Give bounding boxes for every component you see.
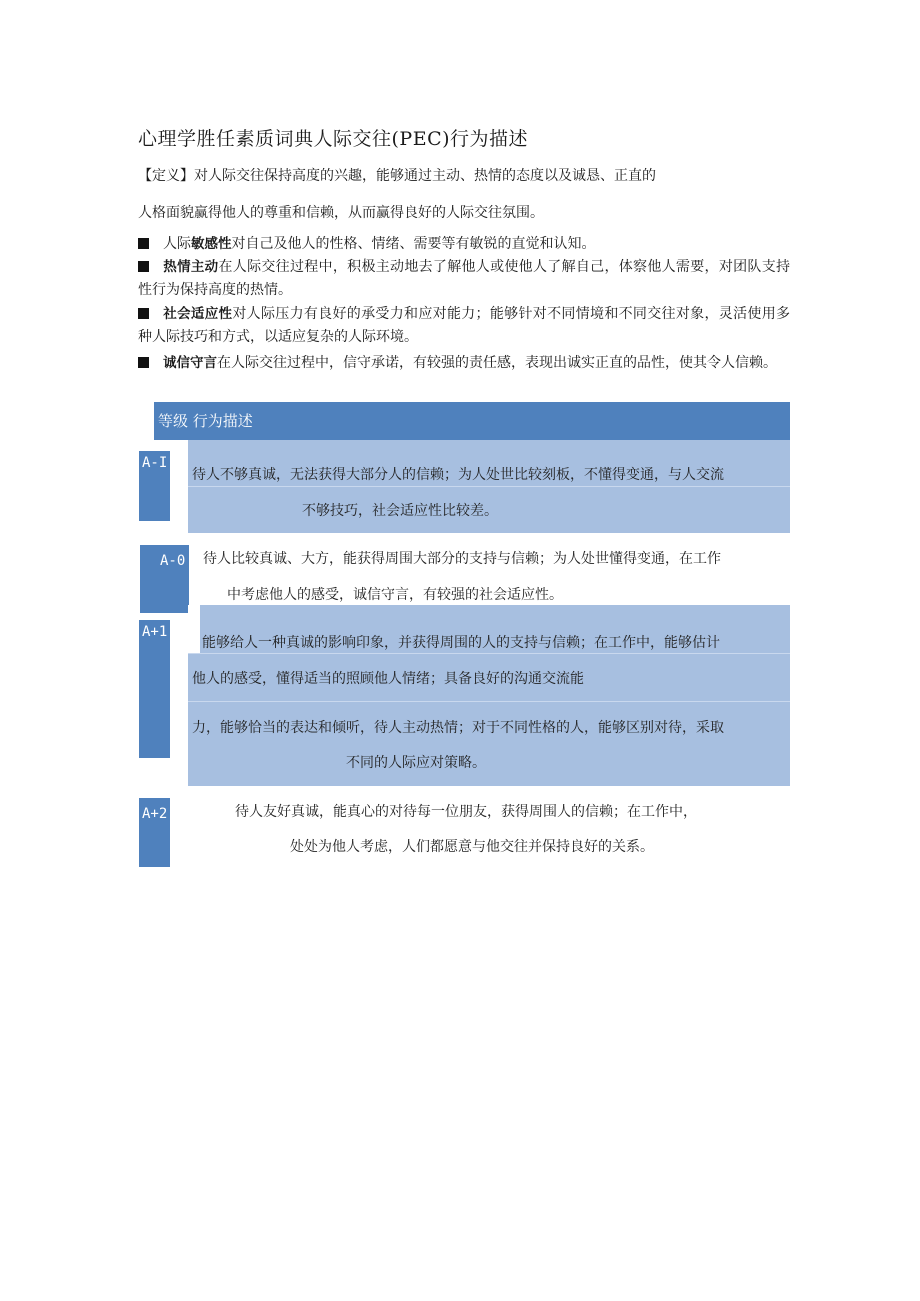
table-header-label: 等级 行为描述 bbox=[158, 412, 253, 430]
row-line: 处处为他人考虑，人们都愿意与他交往并保持良好的关系。 bbox=[290, 839, 654, 855]
bullet-term: 热情主动 bbox=[163, 259, 219, 275]
bullet-enthusiasm bbox=[138, 256, 790, 302]
definition-label: 【定义】 bbox=[138, 168, 194, 184]
level-label: A-I bbox=[142, 455, 168, 471]
table-row-a-plus-1 bbox=[188, 605, 790, 786]
row-divider bbox=[188, 701, 790, 702]
level-badge-a-0 bbox=[140, 545, 189, 613]
square-bullet-icon bbox=[138, 308, 149, 319]
row-line: 待人友好真诚，能真心的对待每一位朋友，获得周围人的信赖；在工作中， bbox=[235, 804, 697, 820]
row-line: 中考虑他人的感受，诚信守言，有较强的社会适应性。 bbox=[227, 587, 563, 603]
row-line: 力，能够恰当的表达和倾听，待人主动热情；对于不同性格的人，能够区别对待，采取 bbox=[192, 720, 724, 736]
bullet-text: 对人际压力有良好的承受力和应对能力；能够针对不同情境和不同交往对象，灵活使用多种人际技巧和方式，以适应复杂的人际环境。 bbox=[138, 306, 791, 345]
bullet-prefix: 人际 bbox=[163, 236, 191, 252]
row-line: 不同的人际应对策略。 bbox=[346, 755, 486, 771]
cell-notch bbox=[188, 605, 200, 653]
bullet-adaptability bbox=[138, 303, 790, 349]
row-line: 不够技巧，社会适应性比较差。 bbox=[302, 503, 498, 519]
definition-text-1: 对人际交往保持高度的兴趣，能够通过主动、热情的态度以及诚恳、正直的 bbox=[194, 168, 656, 184]
bullet-term: 诚信守言 bbox=[163, 355, 217, 371]
square-bullet-icon bbox=[138, 238, 149, 249]
bullet-text: 对自己及他人的性格、情绪、需要等有敏锐的直觉和认知。 bbox=[231, 236, 596, 252]
definition-line-2: 人格面貌赢得他人的尊重和信赖，从而赢得良好的人际交往氛围。 bbox=[138, 205, 544, 221]
level-badge-a-plus-1 bbox=[139, 620, 170, 758]
definition-line-1 bbox=[138, 165, 656, 187]
table-header bbox=[154, 402, 790, 440]
bullet-text: 在人际交往过程中，信守承诺，有较强的责任感，表现出诚实正直的品性，使其令人信赖。 bbox=[217, 355, 777, 371]
level-badge-a-minus-1 bbox=[139, 451, 170, 521]
bullet-term: 社会适应性 bbox=[163, 306, 233, 322]
row-divider bbox=[188, 486, 790, 487]
level-badge-a-plus-2 bbox=[139, 798, 170, 867]
square-bullet-icon bbox=[138, 357, 149, 368]
square-bullet-icon bbox=[138, 261, 149, 272]
row-line: 能够给人一种真诚的影响印象，并获得周围的人的支持与信赖；在工作中，能够估计 bbox=[202, 635, 720, 651]
row-line: 他人的感受，懂得适当的照顾他人情绪；具备良好的沟通交流能 bbox=[192, 671, 584, 687]
row-line: 待人不够真诚，无法获得大部分人的信赖；为人处世比较刻板，不懂得变通，与人交流 bbox=[192, 467, 724, 483]
bullet-text: 在人际交往过程中，积极主动地去了解他人或使他人了解自己，体察他人需要，对团队支持性行为保持高度的热情。 bbox=[138, 259, 791, 298]
level-label: A+2 bbox=[142, 806, 168, 822]
bullet-term: 敏感性 bbox=[191, 236, 232, 252]
level-label: A+1 bbox=[142, 624, 168, 640]
page-title: 心理学胜任素质词典人际交往(PEC)行为描述 bbox=[138, 128, 529, 150]
bullet-sensitivity bbox=[138, 233, 790, 256]
level-label: A-0 bbox=[160, 553, 186, 569]
row-line: 待人比较真诚、大方，能获得周围大部分的支持与信赖；为人处世懂得变通，在工作 bbox=[203, 551, 721, 567]
row-divider bbox=[188, 653, 790, 654]
bullet-integrity bbox=[138, 352, 790, 375]
table-row-a-minus-1 bbox=[188, 440, 790, 533]
